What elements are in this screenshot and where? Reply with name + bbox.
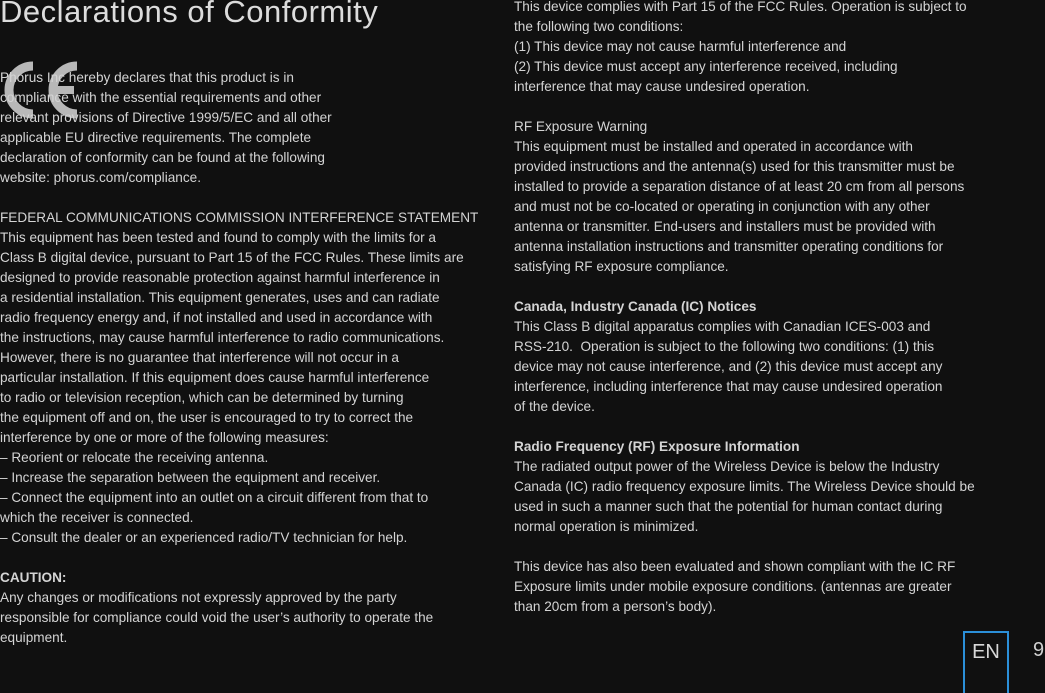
text-line: satisfying RF exposure compliance.: [514, 259, 729, 274]
rf-warning: [514, 117, 1014, 277]
text-line: responsible for compliance could void the user’s authority to operate the: [0, 610, 434, 625]
text-line: Class B digital device, pursuant to Part 15 of the FCC Rules. These limits are: [0, 250, 464, 265]
eu-website: website: phorus.com/compliance.: [0, 170, 201, 185]
rf-warning-body: [514, 137, 1014, 277]
text-line: This equipment has been tested and found to comply with the limits for a: [0, 230, 436, 245]
text-line: particular installation. If this equipment does cause harmful interference: [0, 370, 430, 385]
page-title: Declarations of Conformity: [0, 0, 379, 29]
text-line: compliance with the essential requirements and other: [0, 90, 322, 105]
ic-heading: Canada, Industry Canada (IC) Notices: [514, 299, 757, 314]
ic-notices: [514, 297, 1014, 417]
text-line: provided instructions and the antenna(s) used for this transmitter must be: [514, 159, 955, 174]
left-column: [0, 48, 494, 668]
text-line: the following two conditions:: [514, 19, 684, 34]
text-line: This device complies with Part 15 of the FCC Rules. Operation is subject to: [514, 0, 967, 14]
text-line: This Class B digital apparatus complies with Canadian ICES-003 and: [514, 319, 931, 334]
text-line: – Increase the separation between the equipment and receiver.: [0, 470, 381, 485]
text-line: installed to provide a separation distance of at least 20 cm from all persons: [514, 179, 965, 194]
text-line: normal operation is minimized.: [514, 519, 699, 534]
text-line: designed to provide reasonable protection against harmful interference in: [0, 270, 440, 285]
text-line: device may not cause interference, and (2) this device must accept any: [514, 359, 943, 374]
text-line: interference that may cause undesired operation.: [514, 79, 810, 94]
text-line: The radiated output power of the Wireless Device is below the Industry: [514, 459, 940, 474]
text-line: equipment.: [0, 630, 68, 645]
text-line: radio frequency energy and, if not installed and used in accordance with: [0, 310, 433, 325]
fcc-conditions-body: [514, 0, 1014, 97]
text-line: – Connect the equipment into an outlet on a circuit different from that to: [0, 490, 429, 505]
text-line: and must not be co-located or operating in conjunction with any other: [514, 199, 930, 214]
text-line: a residential installation. This equipment generates, uses and can radiate: [0, 290, 440, 305]
fcc-conditions: [514, 0, 1014, 97]
text-line: to radio or television reception, which can be determined by turning: [0, 390, 404, 405]
rf-exposure-info: [514, 437, 1014, 537]
text-line: This device has also been evaluated and shown compliant with the IC RF: [514, 559, 956, 574]
text-line: used in such a manner such that the potential for human contact during: [514, 499, 943, 514]
text-line: – Consult the dealer or an experienced radio/TV technician for help.: [0, 530, 408, 545]
fcc-heading: FEDERAL COMMUNICATIONS COMMISSION INTERFERENCE STATEMENT: [0, 210, 479, 225]
text-line: antenna installation instructions and transmitter operating conditions for: [514, 239, 944, 254]
text-line: of the device.: [514, 399, 595, 414]
text-line: RSS-210. Operation is subject to the following two conditions: (1) this: [514, 339, 935, 354]
ic-rf-statement: [514, 557, 1014, 617]
ic-rf-body: [514, 557, 1014, 617]
text-line: antenna or transmitter. End-users and installers must be provided with: [514, 219, 936, 234]
text-line: Exposure limits under mobile exposure conditions. (antennas are greater: [514, 579, 952, 594]
rf-info-body: [514, 457, 1014, 537]
fcc-body: [0, 228, 494, 548]
caution-section: [0, 568, 494, 648]
text-line: Phorus Inc hereby declares that this product is in: [0, 70, 294, 85]
rf-info-heading: Radio Frequency (RF) Exposure Information: [514, 439, 800, 454]
eu-declaration: [0, 48, 494, 188]
fcc-statement: [0, 208, 494, 548]
rf-warning-heading: RF Exposure Warning: [514, 119, 648, 134]
text-line: declaration of conformity can be found at the following: [0, 150, 325, 165]
text-line: interference, including interference that may cause undesired operation: [514, 379, 943, 394]
text-line: the equipment off and on, the user is encouraged to try to correct the: [0, 410, 414, 425]
caution-body: [0, 588, 494, 648]
text-line: interference by one or more of the following measures:: [0, 430, 329, 445]
ic-body: [514, 317, 1014, 417]
text-line: Canada (IC) radio frequency exposure limits. The Wireless Device should be: [514, 479, 975, 494]
text-line: applicable EU directive requirements. The complete: [0, 130, 312, 145]
eu-intro-lines: [0, 68, 494, 168]
text-line: – Reorient or relocate the receiving antenna.: [0, 450, 269, 465]
text-line: than 20cm from a person’s body).: [514, 599, 717, 614]
text-line: relevant provisions of Directive 1999/5/EC and all other: [0, 110, 332, 125]
text-line: Any changes or modifications not expressly approved by the party: [0, 590, 397, 605]
text-line: the instructions, may cause harmful interference to radio communications.: [0, 330, 445, 345]
caution-heading: CAUTION:: [0, 570, 67, 585]
text-line: (2) This device must accept any interference received, including: [514, 59, 898, 74]
right-column: [514, 0, 1014, 637]
text-line: (1) This device may not cause harmful interference and: [514, 39, 847, 54]
text-line: which the receiver is connected.: [0, 510, 194, 525]
language-tab[interactable]: EN: [963, 631, 1009, 693]
text-line: This equipment must be installed and operated in accordance with: [514, 139, 913, 154]
text-line: However, there is no guarantee that interference will not occur in a: [0, 350, 399, 365]
page-number: 9: [1033, 639, 1045, 661]
